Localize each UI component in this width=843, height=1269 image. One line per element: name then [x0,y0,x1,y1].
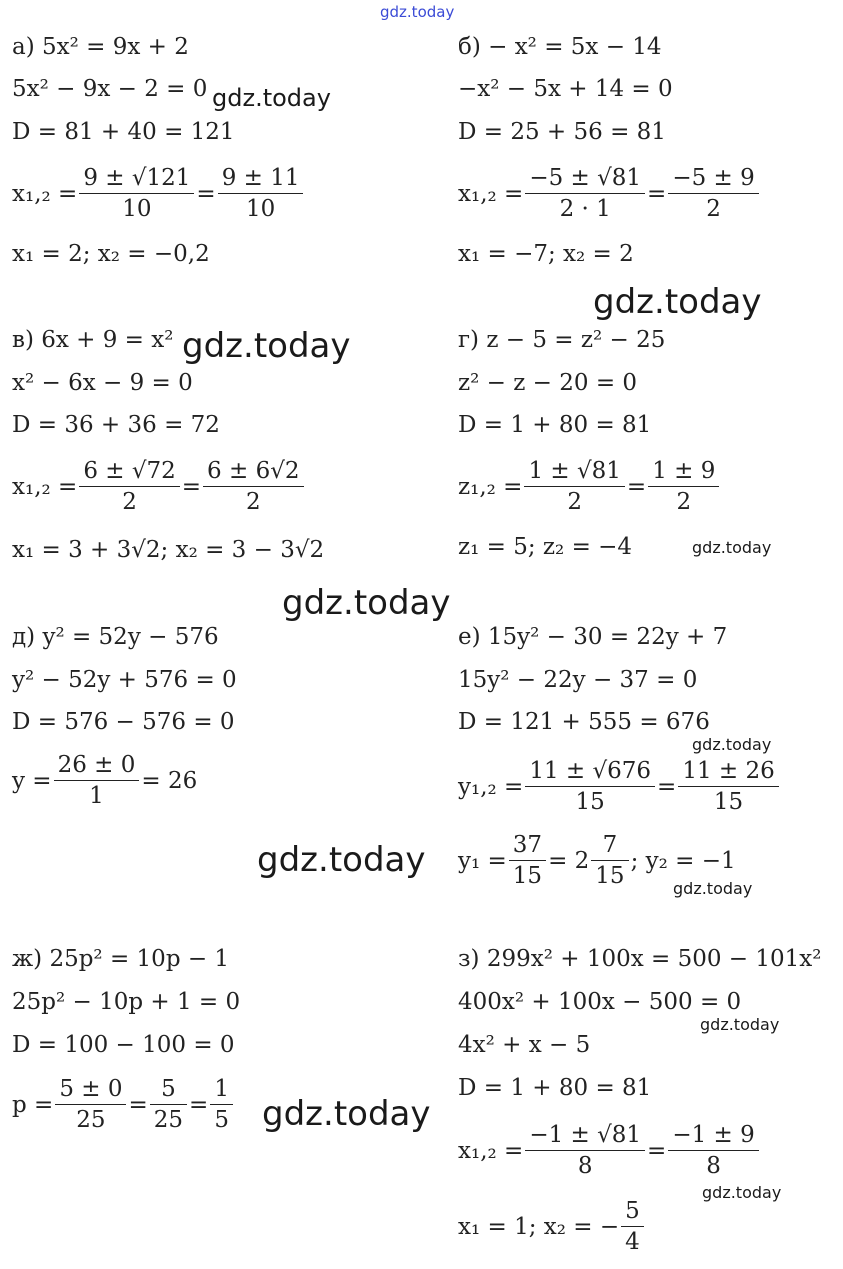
problem-z-discriminant: D = 1 + 80 = 81 [458,1075,652,1101]
watermark-site: gdz.today [702,1183,782,1202]
lhs: x₁,₂ = [458,1137,524,1164]
problem-b-line2: −x² − 5x + 14 = 0 [458,76,673,102]
watermark-site: gdz.today [257,840,426,880]
watermark-site: gdz.today [692,735,772,754]
fraction: $\frac{-5 \pm 9}{2}$ [668,163,758,224]
watermark-site: gdz.today [673,879,753,898]
watermark-site: gdz.today [593,282,762,322]
problem-zh-discriminant: D = 100 − 100 = 0 [12,1032,235,1058]
problem-a-discriminant: D = 81 + 40 = 121 [12,119,235,145]
problem-e-line1: е) 15y² − 30 = 22y + 7 [458,624,728,650]
problem-e-discriminant: D = 121 + 555 = 676 [458,709,710,735]
rhs: = 26 [141,767,198,794]
fraction: $\frac{1 \pm √81}{2}$ [524,456,624,517]
lhs: p = [12,1091,54,1118]
lhs: y₁,₂ = [458,773,524,800]
problem-v-line1: в) 6x + 9 = x² [12,327,174,353]
problem-g-discriminant: D = 1 + 80 = 81 [458,412,652,438]
watermark-site: gdz.today [182,326,351,366]
problem-z-line2: 400x² + 100x − 500 = 0 [458,989,742,1015]
watermark-site: gdz.today [692,538,772,557]
problem-d-root-formula [12,750,197,811]
fraction: $\frac{11 \pm √676}{15}$ [525,756,655,817]
problem-e-roots-formula: y₁,₂ = $\frac{11 \pm √676}{15}$ = $\frac{11 \pm 26}{15}$ [458,756,781,817]
problem-z-line3: 4x² + x − 5 [458,1032,591,1058]
fraction: $\frac{11 \pm 26}{15}$ [678,756,778,817]
fraction: $\frac{5}{4}$ [621,1196,644,1257]
problem-b-discriminant: D = 25 + 56 = 81 [458,119,666,145]
problem-z-answer: x₁ = 1; x₂ = − $\frac{5}{4}$ [458,1196,646,1257]
watermark-site: gdz.today [700,1015,780,1034]
problem-v-line2: x² − 6x − 9 = 0 [12,370,193,396]
problem-a-line2: 5x² − 9x − 2 = 0 [12,76,208,102]
problem-d-discriminant: D = 576 − 576 = 0 [12,709,235,735]
lhs: x₁,₂ = [12,473,78,500]
problem-g-roots-formula: z₁,₂ = $\frac{1 \pm √81}{2}$ = $\frac{1 \pm 9}{2}$ [458,456,721,517]
problem-g-answer: z₁ = 5; z₂ = −4 [458,534,633,560]
fraction: $\frac{26 \pm 0}{1}$ [54,750,140,811]
fraction: $\frac{6 \pm √72}{2}$ [79,456,179,517]
problem-zh-line1: ж) 25p² = 10p − 1 [12,946,230,972]
fraction: $\frac{9 \pm √121}{10}$ [79,163,194,224]
problem-b-answer: x₁ = −7; x₂ = 2 [458,241,634,267]
fraction: $\frac{37}{15}$ [509,830,546,891]
problem-g-line1: г) z − 5 = z² − 25 [458,327,666,353]
problem-b-line1: б) − x² = 5x − 14 [458,34,662,60]
problem-z-roots-formula: x₁,₂ = $\frac{-1 \pm √81}{8}$ = $\frac{-1 \pm 9}{8}$ [458,1120,761,1181]
fraction: $\frac{5 \pm 0}{25}$ [55,1074,126,1135]
problem-e-line2: 15y² − 22y − 37 = 0 [458,667,698,693]
fraction: $\frac{7}{15}$ [591,830,628,891]
fraction: $\frac{9 \pm 11}{10}$ [218,163,304,224]
problem-d-line1: д) y² = 52y − 576 [12,624,219,650]
problem-a-line1: а) 5x² = 9x + 2 [12,34,189,60]
problem-g-line2: z² − z − 20 = 0 [458,370,638,396]
problem-v-discriminant: D = 36 + 36 = 72 [12,412,220,438]
fraction: $\frac{-1 \pm 9}{8}$ [668,1120,758,1181]
fraction: $\frac{-1 \pm √81}{8}$ [525,1120,645,1181]
problem-z-line1: з) 299x² + 100x = 500 − 101x² [458,946,822,972]
fraction: $\frac{1 \pm 9}{2}$ [648,456,719,517]
fraction: $\frac{-5 \pm √81}{2 \cdot 1}$ [525,163,645,224]
fraction: $\frac{1}{5}$ [210,1074,233,1135]
fraction: $\frac{5}{25}$ [150,1074,187,1135]
problem-a-answer: x₁ = 2; x₂ = −0,2 [12,241,210,267]
watermark-site: gdz.today [262,1094,431,1134]
problem-d-line2: y² − 52y + 576 = 0 [12,667,237,693]
problem-a-roots-formula: x₁,₂ = $\frac{9 \pm √121}{10}$ = $\frac{9 \pm 11}{10}$ [12,163,305,224]
lhs: x₁,₂ = [12,180,78,207]
lhs: x₁,₂ = [458,180,524,207]
lhs: y = [12,767,52,794]
problem-zh-root-formula: p = $\frac{5 \pm 0}{25}$ = $\frac{5}{25}$ = $\frac{1}{5}$ [12,1074,235,1135]
problem-e-answer: y₁ = $\frac{37}{15}$ = 2 $\frac{7}{15}$ ; y₂ = −1 [458,832,736,889]
problem-v-roots-formula: x₁,₂ = $\frac{6 \pm √72}{2}$ = $\frac{6 \pm 6√2}{2}$ [12,456,306,517]
watermark-site: gdz.today [212,84,331,112]
watermark-site: gdz.today [282,583,451,623]
lhs: z₁,₂ = [458,473,523,500]
watermark-top: gdz.today [380,3,455,21]
problem-b-roots-formula: x₁,₂ = $\frac{-5 \pm √81}{2 \cdot 1}$ = $\frac{-5 \pm 9}{2}$ [458,163,761,224]
problem-zh-line2: 25p² − 10p + 1 = 0 [12,989,241,1015]
fraction: $\frac{6 \pm 6√2}{2}$ [203,456,303,517]
problem-v-answer: x₁ = 3 + 3√2; x₂ = 3 − 3√2 [12,537,325,563]
